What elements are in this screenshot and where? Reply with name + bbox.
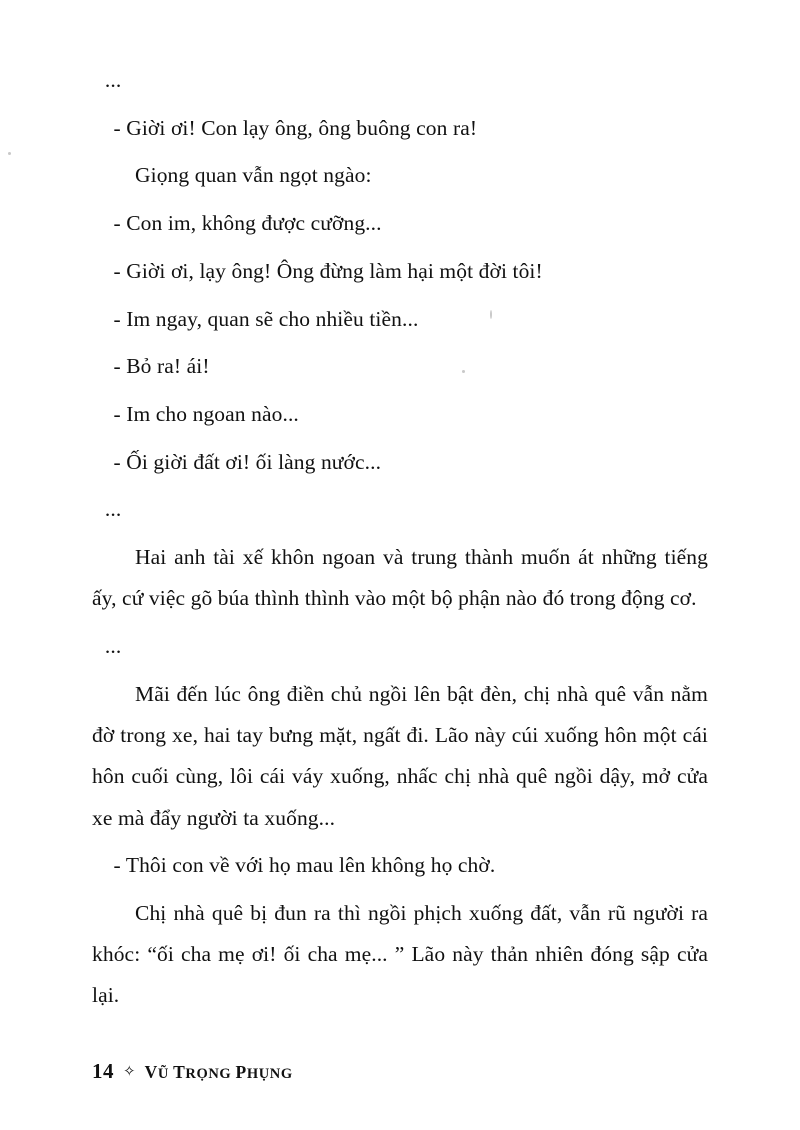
page-number: 14 <box>92 1059 114 1083</box>
page-footer <box>92 1059 293 1084</box>
paragraph: ... <box>104 497 122 522</box>
paragraph: ... <box>104 634 122 658</box>
author-rest-hung: HỤNG <box>246 1066 293 1082</box>
paragraph: - Giời ơi, lạy ông! Ông đừng làm hại một đời tôi! <box>113 258 543 283</box>
author-rest-rong: RỌNG <box>185 1066 236 1082</box>
diamond-icon: ✧ <box>123 1064 136 1080</box>
paragraph: - Con im, không được cưỡng... <box>113 211 382 236</box>
page-body <box>92 60 708 1017</box>
running-head-initial: V <box>144 1062 158 1082</box>
paragraph: - Thôi con về với họ mau lên không họ chờ. <box>113 853 496 878</box>
author-initial-t: T <box>173 1062 186 1082</box>
running-head <box>145 1062 293 1083</box>
paragraph: Mãi đến lúc ông điền chủ ngồi lên bật đèn, chị nhà quê vẫn nằm đờ trong xe, hai tay bưng mặt, ngất đi. Lão này cúi xuống hôn một cái hôn cuối cùng, lôi cái váy xuống, nhấc chị nhà quê ngồi dậy, mở cửa xe mà đẩy người ta xuống... <box>92 681 708 830</box>
paragraph: - Bỏ ra! ái! <box>113 354 210 379</box>
paragraph: Hai anh tài xế khôn ngoan và trung thành muốn át những tiếng ấy, cứ việc gõ búa thình thình vào một bộ phận nào đó trong động cơ. <box>92 545 708 611</box>
paragraph: Giọng quan vẫn ngọt ngào: <box>135 163 372 188</box>
paragraph: - Im cho ngoan nào... <box>113 401 299 426</box>
paper-speck <box>462 370 465 373</box>
author-initial-p: P <box>235 1062 247 1082</box>
paper-speck <box>490 310 492 319</box>
paragraph: - Im ngay, quan sẽ cho nhiều tiền... <box>113 306 419 331</box>
running-head-rest: Ũ <box>157 1066 174 1082</box>
paragraph: - Giời ơi! Con lạy ông, ông buông con ra! <box>113 115 478 140</box>
paper-speck <box>8 152 11 155</box>
paragraph: Chị nhà quê bị đun ra thì ngồi phịch xuống đất, vẫn rũ người ra khóc: “ối cha mẹ ơi! ối cha mẹ... ” Lão này thản nhiên đóng sập cửa lại. <box>92 900 708 1008</box>
paragraph: - Ối giời đất ơi! ối làng nước... <box>113 449 382 474</box>
paragraph: ... <box>104 68 122 92</box>
